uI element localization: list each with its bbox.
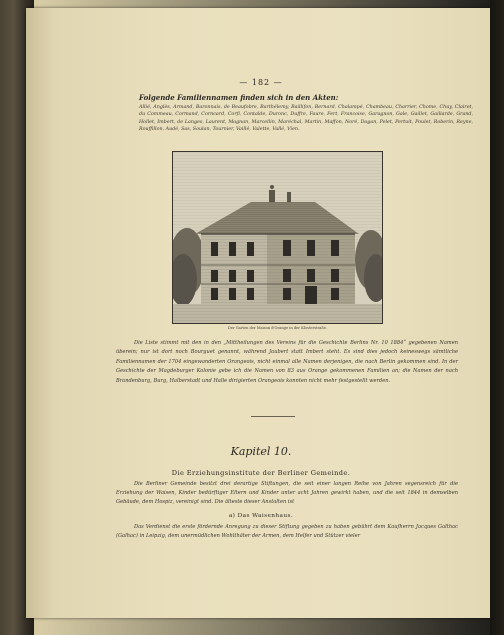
section-title: Die Erziehungsinstitute der Berliner Gemeinde. <box>171 469 351 477</box>
building-illustration <box>173 152 382 323</box>
subsection-title: a) Das Waisenhaus. <box>228 513 294 519</box>
intro-heading: Folgende Familiennamen finden sich in den Akten: <box>139 93 339 102</box>
page-number: — 182 — <box>239 78 283 87</box>
section-divider <box>251 416 295 417</box>
figure-caption: Der Garten der Maison d'Orange in der Klosterstraße. <box>227 326 328 330</box>
book-page <box>26 8 496 618</box>
paragraph-institutions: Die Berliner Gemeinde besitzt drei derartige Stiftungen, die seit einer langen Reihe von Jahren segensreich für die Erziehung der Waisen, Kinder bedürftiger Eltern und Kinder unter acht Jahren gewirkt haben, und die seit 1844 in demselben Gebäude, dem Hospiz, vereinigt sind. Die älteste dieser Anstalten ist <box>116 481 458 506</box>
paragraph-orphanage: Das Verdienst die erste fördernde Anregung zu dieser Stiftung gegeben zu haben gebührt dem Kaufherrn Jacques Galthac (Galhac) in Leipzig, dem unermüdlichen Wohlthäter der Armen, dem Helfer und Stützer vieler <box>116 524 458 540</box>
paragraph-name-list-note: Die Liste stimmt mit den in den „Mittheilungen des Vereins für die Geschichte Berlins Nr. 10 1884“ gegebenen Namen überein; nur ist dort noch Bourguet genannt, während Jaubert statt Imbert steht. Es sind dies jedoch keineswegs sämtliche Familiennamen der 1704 eingewanderten Orangeois, nicht einmal alle Namen derjenigen, die nach Berlin gekommen sind. In der Geschichte der Magdeburger Kolonie gebe ich die Namen von 83 aus Orange gekommenen Familien an; die Namen der nach Brandenburg, Burg, Halberstadt und Halle dirigierten Orangeois konnten nicht mehr festgestellt werden. <box>116 340 458 384</box>
chapter-title: Kapitel 10. <box>230 445 292 458</box>
building-engraving <box>172 151 383 324</box>
scan-right-edge <box>490 0 504 635</box>
family-names-list: Allié, Anglès, Armand, Baronnais, de Beaufobre, Barthélemy, Baillifon, Bernard, Chalampé, Chambeau, Charrier, Chome, Chuy, Clairet, du Commeau, Cormand, Corncard, Corfi, Contalde, Duronc, Duffre, Faure, Fert, Francoise, Garagnon, Gale, Gaillet, Gaillarde, Grand, Hollet, Imbert, de Langes, Laurent, Magnan, Marcellin, Maréchal, Martin, Maffon, Noré, Dagan, Pelet, Pertuit, Poulet, Roberin, Reyne, Rouffillon, Audé, Sas, Soulan, Tournier, Vaillé, Valette, Vallé, Vien. <box>139 105 473 133</box>
